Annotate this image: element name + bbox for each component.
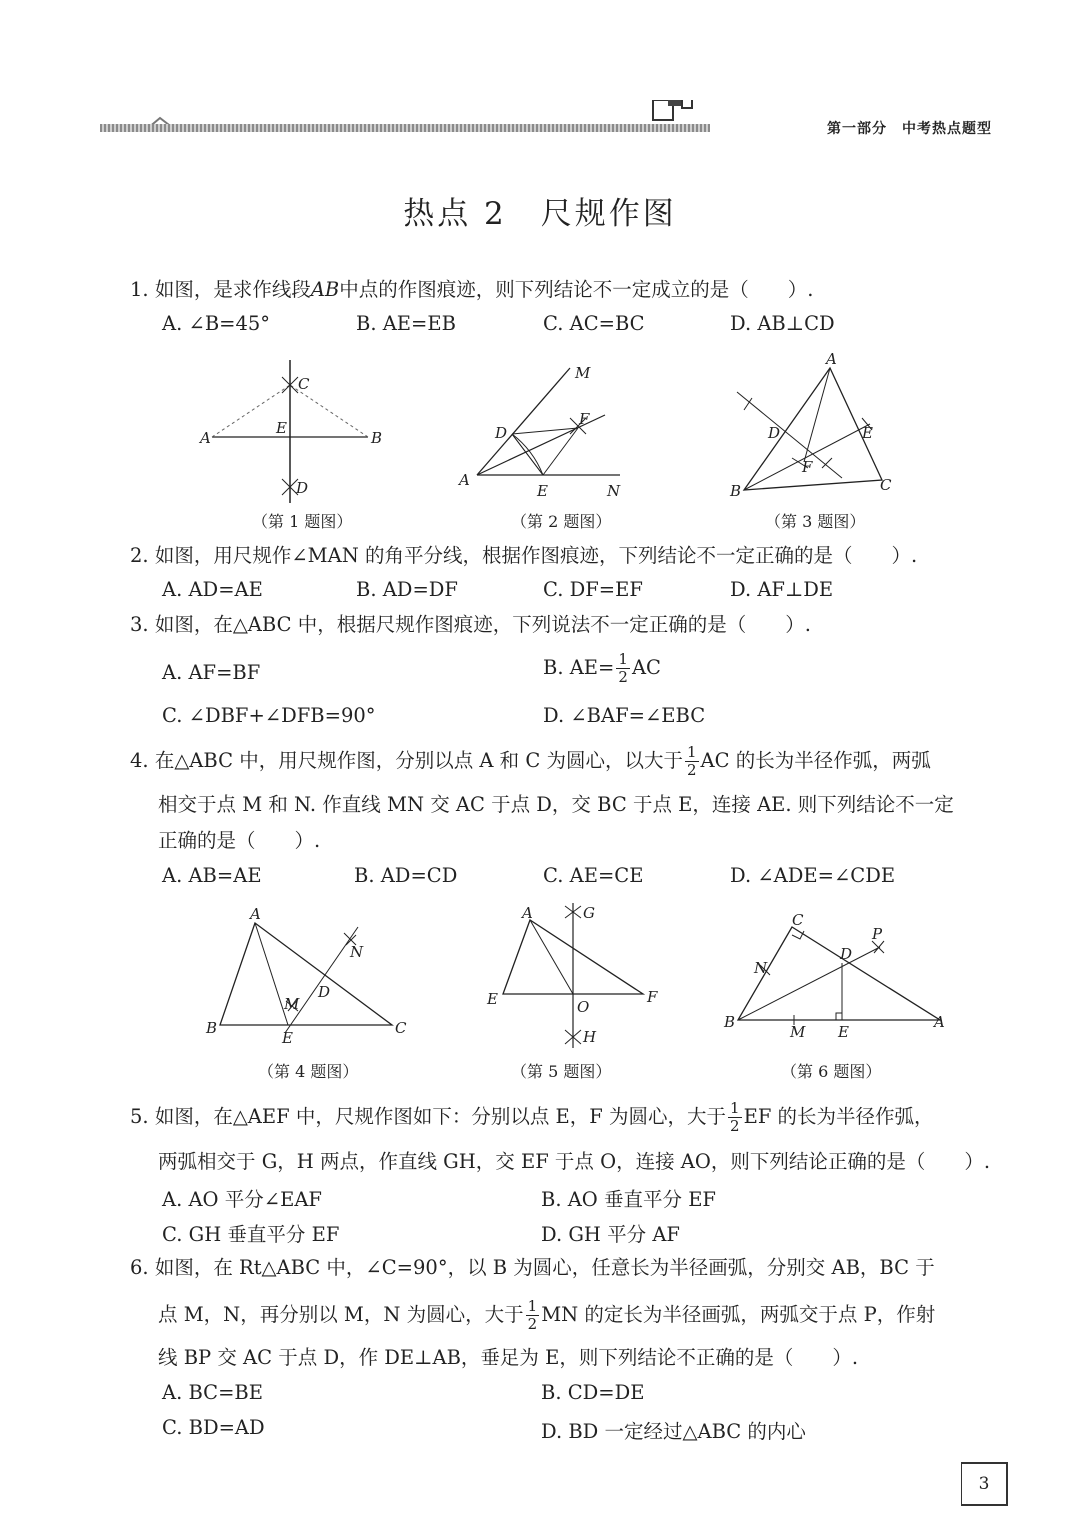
fig1-label-c: C bbox=[298, 375, 310, 393]
q5-frac-den: 2 bbox=[730, 1117, 740, 1135]
question-6-line-3: 线 BP 交 AC 于点 D，作 DE⊥AB，垂足为 E，则下列结论不正确的是（ ）. bbox=[158, 1346, 859, 1369]
fig2-label-f: F bbox=[579, 410, 590, 428]
fig4-label-d: D bbox=[318, 983, 331, 1001]
q6-option-c: C. BD=AD bbox=[162, 1416, 265, 1439]
fig1-label-d: D bbox=[296, 479, 309, 497]
fig6-label-a: A bbox=[934, 1013, 945, 1031]
q1-option-b: B. AE=EB bbox=[356, 312, 456, 335]
section-label: 第一部分 中考热点题型 bbox=[827, 121, 992, 137]
question-4-line-2: 相交于点 M 和 N. 作直线 MN 交 AC 于点 D，交 BC 于点 E，连接 AE. 则下列结论不一定 bbox=[158, 793, 954, 816]
caption-figure-3: （第 3 题图） bbox=[765, 512, 866, 531]
fig6-label-n: N bbox=[754, 959, 768, 977]
q6-line2-pre: 点 M，N，再分别以 M，N 为圆心，大于 bbox=[158, 1303, 524, 1326]
q6-option-a: A. BC=BE bbox=[162, 1381, 263, 1404]
q2-option-b: B. AD=DF bbox=[356, 578, 458, 601]
fig3-label-c: C bbox=[880, 476, 892, 494]
q1-option-a: A. ∠B=45° bbox=[162, 312, 271, 335]
q2-stem: 如图，用尺规作∠MAN 的角平分线，根据作图痕迹，下列结论不一定正确的是（ ）. bbox=[154, 544, 918, 567]
figure-2 bbox=[455, 360, 635, 505]
fig5-label-h: H bbox=[583, 1028, 597, 1046]
question-6-line-1 bbox=[130, 1254, 935, 1282]
q5-line1-pre: 如图，在△AEF 中，尺规作图如下：分别以点 E，F 为圆心，大于 bbox=[154, 1105, 727, 1128]
fig2-label-n: N bbox=[607, 482, 621, 500]
q4-number: 4. bbox=[130, 749, 149, 772]
q6-line1: 如图，在 Rt△ABC 中，∠C=90°，以 B 为圆心，任意长为半径画弧，分别交 AB，BC 于 bbox=[154, 1256, 935, 1279]
q2-option-d: D. AF⊥DE bbox=[730, 578, 834, 601]
q2-option-a: A. AD=AE bbox=[162, 578, 263, 601]
q6-frac-num: 1 bbox=[527, 1297, 538, 1315]
q3-option-a: A. AF=BF bbox=[162, 661, 261, 684]
q5-option-d: D. GH 平分 AF bbox=[541, 1223, 680, 1246]
fig5-label-e: E bbox=[487, 990, 498, 1008]
q5-option-c: C. GH 垂直平分 EF bbox=[162, 1223, 340, 1246]
caption-figure-6: （第 6 题图） bbox=[781, 1062, 882, 1081]
fig4-label-b: B bbox=[206, 1019, 218, 1037]
q6-number: 6. bbox=[130, 1256, 149, 1279]
page-title: 热点 2 尺规作图 bbox=[403, 196, 677, 232]
q5-frac-num: 1 bbox=[730, 1099, 740, 1117]
figure-4 bbox=[200, 905, 415, 1050]
q1-stem-ab: AB bbox=[310, 278, 340, 301]
question-4-line-3: 正确的是（ ）. bbox=[158, 829, 321, 852]
figure-1 bbox=[190, 355, 400, 505]
q6-option-d: D. BD 一定经过△ABC 的内心 bbox=[541, 1420, 806, 1443]
q5-number: 5. bbox=[130, 1105, 149, 1128]
q6-fraction bbox=[526, 1298, 540, 1333]
q4-option-a: A. AB=AE bbox=[162, 864, 262, 887]
fig3-label-f: F bbox=[802, 458, 813, 476]
figure-5 bbox=[485, 898, 670, 1053]
q4-option-d: D. ∠ADE=∠CDE bbox=[730, 864, 896, 887]
fig6-label-e: E bbox=[838, 1023, 849, 1041]
q5-fraction bbox=[728, 1100, 742, 1135]
q1-number: 1. bbox=[130, 278, 149, 301]
fig6-label-c: C bbox=[792, 911, 804, 929]
question-3 bbox=[130, 611, 811, 639]
fig4-label-e: E bbox=[282, 1029, 293, 1047]
fig3-label-a: A bbox=[826, 350, 837, 368]
q1-option-d: D. AB⊥CD bbox=[730, 312, 835, 335]
fig3-label-e: E bbox=[862, 424, 873, 442]
fig4-label-m: M bbox=[284, 995, 300, 1013]
header-decoration bbox=[98, 100, 718, 140]
q3-option-b-pre: B. AE= bbox=[543, 656, 615, 679]
q4-option-c: C. AE=CE bbox=[543, 864, 644, 887]
q3-frac-num: 1 bbox=[618, 650, 628, 668]
q1-stem-a: 如图，是求作线段 bbox=[154, 278, 311, 301]
fig1-label-e: E bbox=[276, 419, 287, 437]
q5-line1-post: EF 的长为半径作弧， bbox=[743, 1105, 934, 1128]
question-4-line-1 bbox=[130, 744, 931, 779]
fig6-label-p: P bbox=[872, 925, 883, 943]
question-5-line-2: 两弧相交于 G，H 两点，作直线 GH，交 EF 于点 O，连接 AO，则下列结论正确的是（ ）. bbox=[158, 1150, 991, 1173]
q1-stem-b: 中点的作图痕迹，则下列结论不一定成立的是（ ）. bbox=[339, 278, 814, 301]
fig2-label-d: D bbox=[495, 424, 508, 442]
figure-3 bbox=[722, 350, 907, 505]
fig5-label-f: F bbox=[647, 988, 658, 1006]
question-2 bbox=[130, 542, 917, 570]
fig4-label-a: A bbox=[250, 905, 261, 923]
q6-line2-post: MN 的定长为半径画弧，两弧交于点 P，作射 bbox=[541, 1303, 936, 1326]
fig2-label-m: M bbox=[575, 364, 591, 382]
question-5-line-1 bbox=[130, 1100, 934, 1135]
question-1 bbox=[130, 276, 813, 304]
fig4-label-n: N bbox=[350, 943, 364, 961]
q3-frac-den: 2 bbox=[618, 668, 628, 686]
figure-6 bbox=[720, 905, 955, 1045]
fig6-label-b: B bbox=[724, 1013, 736, 1031]
q2-option-c: C. DF=EF bbox=[543, 578, 643, 601]
caption-figure-2: （第 2 题图） bbox=[511, 512, 612, 531]
q4-line1-post: AC 的长为半径作弧，两弧 bbox=[700, 749, 931, 772]
fig3-label-b: B bbox=[730, 482, 742, 500]
fig6-label-m: M bbox=[790, 1023, 806, 1041]
q1-option-c: C. AC=BC bbox=[543, 312, 645, 335]
q3-fraction bbox=[616, 651, 630, 686]
q3-option-b-post: AC bbox=[631, 656, 661, 679]
fig2-label-e: E bbox=[537, 482, 548, 500]
q3-option-b bbox=[543, 651, 661, 686]
fig6-label-d: D bbox=[840, 945, 853, 963]
caption-figure-4: （第 4 题图） bbox=[258, 1062, 359, 1081]
q6-option-b: B. CD=DE bbox=[541, 1381, 645, 1404]
q4-frac-den: 2 bbox=[687, 761, 697, 779]
q4-option-b: B. AD=CD bbox=[354, 864, 458, 887]
header-rule bbox=[100, 124, 710, 132]
q6-frac-den: 2 bbox=[527, 1315, 538, 1333]
q3-option-d: D. ∠BAF=∠EBC bbox=[543, 704, 706, 727]
fig2-label-a: A bbox=[459, 471, 470, 489]
q5-option-a: A. AO 平分∠EAF bbox=[162, 1188, 322, 1211]
fig1-label-b: B bbox=[371, 429, 383, 447]
page-number: 3 bbox=[961, 1462, 1008, 1506]
q3-option-c: C. ∠DBF+∠DFB=90° bbox=[162, 704, 376, 727]
q3-number: 3. bbox=[130, 613, 149, 636]
fig5-label-o: O bbox=[577, 998, 590, 1016]
caption-figure-1: （第 1 题图） bbox=[252, 512, 353, 531]
q4-frac-num: 1 bbox=[687, 743, 697, 761]
fig5-label-g: G bbox=[583, 904, 595, 922]
q4-line1-pre: 在△ABC 中，用尺规作图，分别以点 A 和 C 为圆心，以大于 bbox=[154, 749, 683, 772]
q2-number: 2. bbox=[130, 544, 149, 567]
fig5-label-a: A bbox=[522, 904, 533, 922]
caption-figure-5: （第 5 题图） bbox=[511, 1062, 612, 1081]
fig4-label-c: C bbox=[395, 1019, 407, 1037]
fig1-label-a: A bbox=[200, 429, 211, 447]
fig3-label-d: D bbox=[768, 424, 781, 442]
q5-option-b: B. AO 垂直平分 EF bbox=[541, 1188, 716, 1211]
question-6-line-2 bbox=[158, 1298, 935, 1333]
q3-stem: 如图，在△ABC 中，根据尺规作图痕迹，下列说法不一定正确的是（ ）. bbox=[154, 613, 811, 636]
q4-fraction bbox=[685, 744, 699, 779]
